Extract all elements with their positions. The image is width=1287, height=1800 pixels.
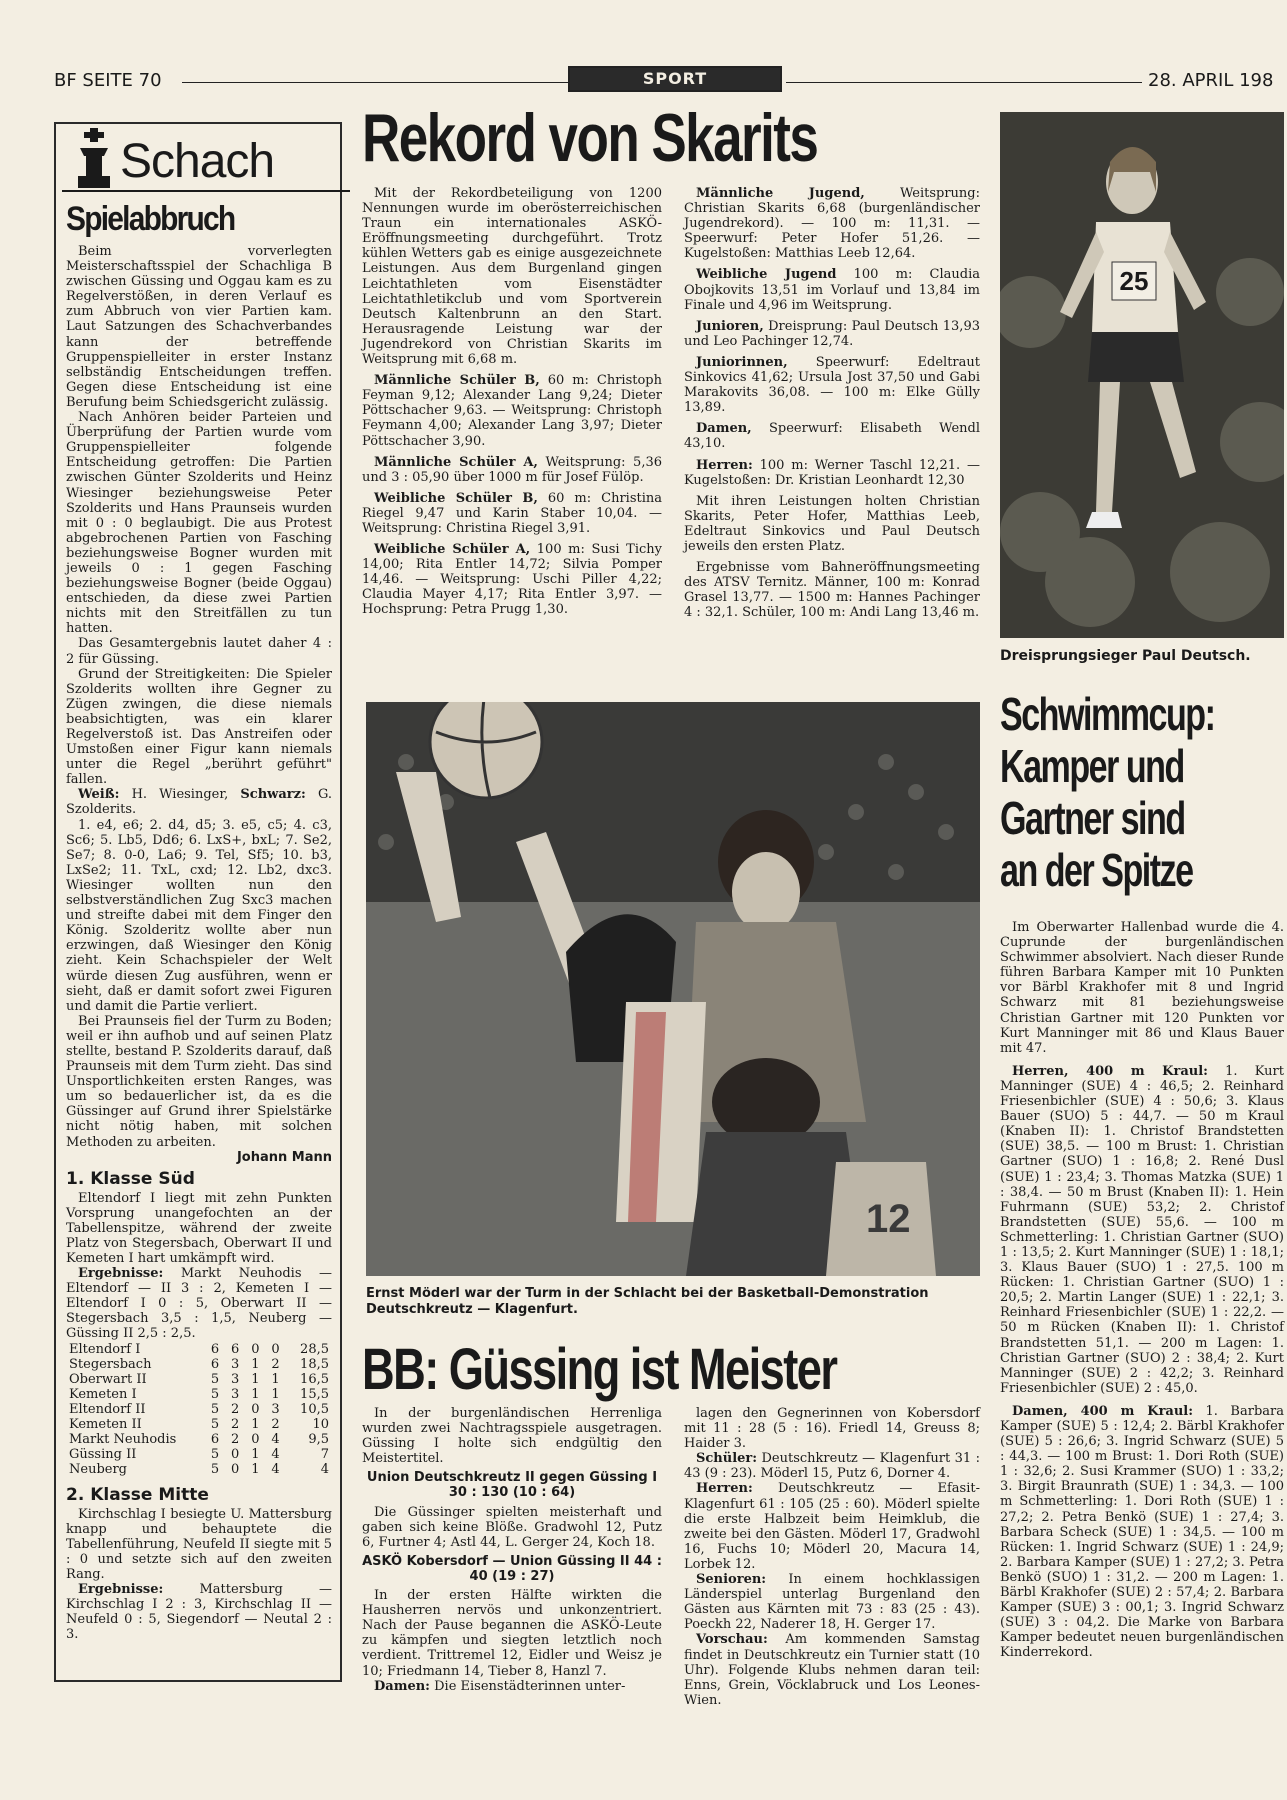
paragraph-text: 1. Barbara Kamper (SUE) 5 : 12,4; 2. Bärbl Krakhofer (SUE) 5 : 26,6; 3. Ingrid Schwarz (SUE) 5 : 44,3. — 100 m Brust: 1. Dori Roth (SUE) 1 : 32,6; 2. Susi Krammer (SUO) 1 : 33,2; 3. Birgit Braunrath (SUE) 1 : 34,3. — 100 m Schmetterling: 1. Dori Roth (SUE) 1 : 27,2; 2. Petra Benkö (SUE) 1 : 27,4; 3. Barbara Scheck (SUE) 1 : 34,5. — 100 m Rücken: 1. Ingrid Schwarz (SUE) 1 : 24,9; 2. Barbara Kamper (SUE) 1 : 27,2; 3. Petra Benkö (SUO) 1 : 31,2. — 200 m Lagen: 1. Bärbl Krakhofer (SUE) 2 : 57,4; 2. Barbara Kamper (SUE) 3 : 00,1; 3. Ingrid Schwarz (SUE) 3 : 04,2. Die Marke von Barbara Kamper bedeutet neuen burgenländischen Kinderrekord. [1000, 1403, 1284, 1661]
logo-underline [62, 190, 350, 192]
bb-col-1 [362, 1406, 662, 1694]
stat-cell: 4 [271, 1446, 280, 1462]
table-row [66, 1372, 332, 1387]
match-heading: ASKÖ Kobersdorf — Union Güssing II 44 : 40 (19 : 27) [362, 1553, 662, 1584]
stat-cell: 1 [271, 1371, 280, 1387]
bb-paragraph [684, 1406, 980, 1451]
lead-label: Senioren: [696, 1572, 767, 1588]
paragraph-text: Deutschkreutz — Klagenfurt 31 : 43 (9 : 23). Möderl 15, Putz 6, Dorner 4. [684, 1451, 980, 1482]
lead-label: Weibliche Schüler A, [374, 542, 531, 558]
paragraph-text: Speerwurf: Elisabeth Wendl 43,10. [684, 421, 980, 452]
bb-paragraph [684, 1572, 980, 1632]
table-row [66, 1417, 332, 1432]
photo-mid-caption: Ernst Möderl war der Turm in der Schlacht bei der Basketball-Demonstration Deutschkreutz — Klagenfurt. [366, 1286, 929, 1317]
stat-cell: 2 [231, 1431, 240, 1447]
rekord-paragraph [684, 560, 980, 620]
paragraph-text: In einem hochklassigen Länderspiel unterlag Burgenland den Gästen aus Kärnten mit 73 : 83 (25 : 43). Poeckh 22, Naderer 18, H. Gerger 17. [684, 1572, 981, 1633]
lead-label: Weibliche Jugend [696, 267, 837, 283]
paragraph-text: Deutschkreutz — Efasit-Klagenfurt 61 : 105 (25 : 60). Möderl spielte die erste Halbzeit beim Heimklub, die zweite bei den Gästen. Möderl 17, Gradwohl 16, Fuchs 10; Möderl 20, Macura 14, Lorbek 12. [684, 1481, 980, 1572]
lead-label: Damen, [696, 421, 752, 437]
stat-cell: 4 [320, 1461, 329, 1477]
stat-cell: 6 [210, 1431, 220, 1447]
paragraph-text: Die Eisenstädterinnen unter- [434, 1678, 626, 1694]
paragraph-text: 100 m: Susi Tichy 14,00; Rita Entler 14,72; Silvia Pomper 14,46. — Weitsprung: Uschi Piller 4,22; Claudia Mayer 4,17; Rita Entler 3,97. — Hochsprung: Petra Prugg 1,30. [362, 542, 662, 618]
stat-cell: 4 [271, 1461, 280, 1477]
photo-paul-deutsch [1000, 112, 1284, 638]
klasse-sued-text: Eltendorf I liegt mit zehn Punkten Vorsprung unangefochten an der Tabellenspitze, während der zweite Platz von Stegersbach, Oberwart II und Kemeten I hart umkämpft wird. [66, 1190, 332, 1266]
rekord-paragraph [362, 491, 662, 536]
stat-cell: 0 [251, 1341, 260, 1357]
stat-cell: 4 [271, 1431, 280, 1447]
results-label: Ergebnisse: [78, 1266, 164, 1282]
lead-label: Schüler: [696, 1451, 758, 1467]
lead-label: Männliche Jugend, [696, 186, 865, 201]
schwimm-paragraph [1000, 1064, 1284, 1396]
bb-col-2 [684, 1406, 980, 1708]
rekord-paragraph [684, 494, 980, 554]
team-name: Neuberg [69, 1461, 127, 1477]
stat-cell: 10 [312, 1416, 329, 1432]
stat-cell: 28,5 [300, 1341, 329, 1357]
paragraph-text: Dreisprung: Paul Deutsch 13,93 und Leo Pachinger 12,74. [684, 318, 980, 349]
section-label-text: SPORT [642, 69, 708, 88]
paragraph-text: Am kommenden Samstag findet in Deutschkreutz ein Turnier statt (10 Uhr). Folgende Klubs nehmen daran teil: Enns, Grein, Vöcklabruck und Los Leones-Wien. [684, 1632, 980, 1708]
table-row [66, 1447, 332, 1462]
stat-cell: 6 [210, 1341, 220, 1357]
schwimm-paragraph [1000, 920, 1284, 1056]
bb-title: BB: Güssing ist Meister [362, 1337, 837, 1402]
schwimm-title-line: Schwimmcup: [1000, 688, 1215, 740]
stat-cell: 15,5 [300, 1386, 329, 1402]
rekord-paragraph [684, 458, 980, 488]
bb-paragraph [684, 1632, 980, 1707]
schwimm-title-line: Kamper und [1000, 740, 1184, 792]
stat-cell: 1 [251, 1416, 260, 1432]
lead-label: Junioren, [696, 318, 764, 334]
paragraph-text: lagen den Gegnerinnen von Kobersdorf mit 11 : 28 (5 : 16). Friedl 14, Greuss 8; Haider 3. [684, 1406, 980, 1452]
stat-cell: 5 [210, 1446, 220, 1462]
rekord-title: Rekord von Skarits [362, 100, 818, 176]
lead-label: Männliche Schüler A, [374, 454, 538, 470]
stat-cell: 0 [251, 1401, 260, 1417]
schwimm-paragraph [1000, 1404, 1284, 1661]
table-row [66, 1432, 332, 1447]
team-name: Kemeten I [69, 1386, 137, 1402]
team-name: Güssing II [69, 1446, 137, 1462]
paragraph-text: 60 m: Christoph Feyman 9,12; Alexander Lang 9,24; Dieter Pöttschacher 9,63. — Weitsprung: Christoph Feymann 4,00; Alexander Lang 3,97; Dieter Pöttschacher 3,90. [362, 373, 662, 449]
stat-cell: 3 [271, 1401, 280, 1417]
lead-label: Vorschau: [696, 1632, 768, 1648]
stat-cell: 2 [271, 1416, 280, 1432]
klasse-mitte-text: Kirchschlag I besiegte U. Mattersburg knapp und behauptete die Tabellenführung, Neufeld II siegte mit 5 : 0 und setzte sich auf den zweiten Rang. [66, 1506, 332, 1582]
page-header [0, 62, 1287, 102]
schach-body [66, 244, 332, 787]
results-text: Markt Neuhodis — Eltendorf — II 3 : 2, Kemeten I — Eltendorf I 0 : 5, Oberwart II — Stegersbach 3,5 : 1,5, Neuberg — Güssing II 2,5 : 2,5. [66, 1266, 333, 1342]
lead-label: Damen, 400 m Kraul: [1012, 1403, 1194, 1419]
paragraph-text: Im Oberwarter Hallenbad wurde die 4. Cuprunde der burgenländischen Schwimmer absolviert. Nach dieser Runde führen Barbara Kamper mit 10 Punkten vor Bärbl Krakhofer mit 8 und Ingrid Schwarz mit 81 beziehungsweise Christian Gartner mit 120 Punkten vor Kurt Manninger mit 86 und Klaus Bauer mit 47. [1000, 920, 1284, 1056]
paragraph-text: Mit ihren Leistungen holten Christian Skarits, Peter Hofer, Matthias Leeb, Edeltraut Sinkovics und Paul Deutsch jeweils den ersten Platz. [684, 493, 980, 554]
paragraph-text: In der burgenländischen Herrenliga wurden zwei Nachtragsspiele ausgetragen. Güssing I holte sich endgültig den Meistertitel. [362, 1406, 662, 1467]
issue-date: 28. APRIL 198 [1148, 70, 1274, 91]
stat-cell: 5 [210, 1386, 220, 1402]
table-row [66, 1342, 332, 1357]
klasse-mitte-results [66, 1582, 332, 1642]
schach-paragraph: Nach Anhören beider Parteien und Überprüfung der Partien wurde vom Gruppenspielleiter folgende Entscheidung getroffen: Die Partien zwischen Günter Szolderits und Heinz Wiesinger beziehungsweise Peter Szolderits und Hans Praunseis wurden mit 0 : 0 beglaubigt. Die aus Protest abgebrochenen Partien von Fasching beziehungsweise Bogner wurden mit jeweils 0 : 1 gegen Fasching beziehungsweise Bogner (beide Oggau) entschieden, da diese zwei Partien nichts mit den Streitfällen zu tun hatten. [66, 410, 332, 637]
stat-cell: 9,5 [308, 1431, 329, 1447]
lead-label: Juniorinnen, [696, 354, 788, 370]
stat-cell: 6 [210, 1356, 220, 1372]
team-name: Eltendorf II [69, 1401, 146, 1417]
stat-cell: 5 [210, 1416, 220, 1432]
rekord-paragraph [362, 455, 662, 485]
stat-cell: 1 [251, 1356, 260, 1372]
lead-label: Herren: [696, 1481, 753, 1497]
paragraph-text: Speerwurf: Edeltraut Sinkovics 41,62; Ursula Jost 37,50 und Gabi Marakovits 36,08. — 100 m: Elke Gülly 13,89. [684, 354, 980, 416]
lead-label: Herren, 400 m Kraul: [1012, 1063, 1208, 1079]
paragraph-text: Die Güssinger spielten meisterhaft und gaben sich keine Blöße. Gradwohl 12, Putz 6, Furtner 4; Astl 44, L. Gerger 24, Koch 18. [362, 1504, 662, 1550]
table-row [66, 1357, 332, 1372]
stat-cell: 5 [210, 1371, 220, 1387]
table-row [66, 1462, 332, 1477]
match-heading: Union Deutschkreutz II gegen Güssing I 30 : 130 (10 : 64) [366, 1470, 658, 1501]
bb-paragraph [684, 1481, 980, 1572]
paragraph-text: 60 m: Christina Riegel 9,47 und Karin Staber 10,04. — Weitsprung: Christina Riegel 3,91. [362, 490, 663, 536]
stat-cell: 16,5 [300, 1371, 329, 1387]
schach-title: Spielabbruch [66, 200, 235, 238]
team-name: Eltendorf I [69, 1341, 141, 1357]
stat-cell: 2 [231, 1416, 240, 1432]
schach-final-paragraph: Bei Praunseis fiel der Turm zu Boden; weil er ihn aufhob und auf seinen Platz stellte, bestand P. Szolderits darauf, daß Praunseis mit dem Turm zieht. Das sind Unsportlichkeiten ersten Ranges, was um so bedauerlicher ist, da es die Güssinger auf Grund ihrer Spielstärke nicht nötig haben, mit solchen Methoden zu arbeiten. [66, 1013, 332, 1150]
bib-number: 25 [1119, 266, 1149, 296]
stat-cell: 5 [210, 1461, 220, 1477]
stat-cell: 0 [231, 1461, 240, 1477]
stat-cell: 5 [210, 1401, 220, 1417]
stat-cell: 3 [231, 1356, 240, 1372]
lead-label: Männliche Schüler B, [374, 373, 540, 389]
schwimm-title [1000, 688, 1284, 896]
bb-paragraph [362, 1505, 662, 1550]
schach-paragraph: Das Gesamtergebnis lautet daher 4 : 2 für Güssing. [66, 636, 332, 667]
stat-cell: 1 [251, 1461, 260, 1477]
paragraph-text: 100 m: Werner Taschl 12,21. — Kugelstoßen: Dr. Kristian Leonhardt 12,30 [684, 457, 980, 488]
stat-cell: 10,5 [300, 1401, 329, 1417]
stat-cell: 6 [231, 1341, 240, 1357]
stat-cell: 0 [251, 1431, 260, 1447]
header-rule-right [786, 82, 1142, 83]
stat-cell: 1 [251, 1386, 260, 1402]
header-rule-left [182, 82, 568, 83]
paragraph-text: Weitsprung: 5,36 und 3 : 05,90 über 1000 m für Josef Fülöp. [362, 454, 662, 485]
paragraph-text: Ergebnisse vom Bahneröffnungsmeeting des ATSV Ternitz. Männer, 100 m: Konrad Grasel 13,77. — 1500 m: Hannes Pachinger 4 : 32,1. Schüler, 100 m: Andi Lang 13,46 m. [684, 560, 980, 621]
schach-paragraph: Beim vorverlegten Meisterschaftsspiel der Schachliga B zwischen Güssing und Oggau kam es zu Regelverstößen, in deren Verlauf es zum Abbruch von vier Partien kam. Laut Satzungen des Schachverbandes kann der betreffende Gruppenspielleiter in erster Instanz selbständig Entscheidungen treffen. Gegen diese Entscheidung ist eine Berufung beim Schiedsgericht zulässig. [66, 244, 332, 410]
paragraph-text: Weitsprung: Christian Skarits 6,68 (burgenländischer Jugendrekord). — 100 m: 11,31. — Speerwurf: Peter Hofer 51,26. — Kugelstoßen: Matthias Leeb 12,64. [684, 186, 980, 262]
bb-paragraph [362, 1679, 662, 1694]
stat-cell: 2 [231, 1401, 240, 1417]
athlete-silhouette-icon [1000, 112, 1284, 638]
rekord-col-2 [684, 186, 980, 620]
rekord-paragraph [362, 186, 662, 367]
schwimm-title-line: an der Spitze [1000, 844, 1193, 896]
rekord-paragraph [684, 267, 980, 312]
schach-game-header [66, 787, 332, 817]
klasse-sued-title: 1. Klasse Süd [66, 1168, 195, 1189]
stat-cell: 3 [231, 1371, 240, 1387]
team-name: Kemeten II [69, 1416, 142, 1432]
rekord-paragraph [362, 373, 662, 448]
white-player: H. Wiesinger, [131, 787, 229, 803]
rekord-paragraph [684, 355, 980, 415]
stat-cell: 0 [231, 1446, 240, 1462]
results-label: Ergebnisse: [78, 1582, 164, 1598]
photo-basketball [366, 702, 980, 1276]
schach-author: Johann Mann [236, 1149, 332, 1165]
schach-moves: 1. e4, e6; 2. d4, d5; 3. e5, c5; 4. c3, Sc6; 5. Lb5, Dd6; 6. LxS+, bxL; 7. Se2, Se7; 8. 0-0, La6; 9. Tel, Sf5; 10. b3, LxSe2; 11. TxL, cxd; 12. Lb2, dxc3. Wiesinger wollten nun den selbstverständlichen Zug Sxc3 machen und streifte dabei mit dem Finger den König. Szolderitz wollte aber nun erzwingen, daß Wiesinger den König zieht. Kein Schachspieler der Welt würde diesen Zug ausführen, wenn er sieht, daß er damit sofort zwei Figuren und damit die Partie verliert. [66, 817, 332, 1014]
schach-logo-word: Schach [120, 135, 275, 188]
paragraph-text: In der ersten Hälfte wirkten die Hausherren nervös und unkonzentriert. Nach der Pause begannen die ASKÖ-Leute zu kämpfen und siegten letztlich noch verdient. Trittremel 12, Eidler und Weisz je 10; Friedmann 14, Tieber 8, Hanzl 7. [362, 1588, 662, 1679]
schwimm-body [1000, 920, 1284, 1661]
bb-paragraph [362, 1406, 662, 1466]
rekord-col-1 [362, 186, 662, 618]
paragraph-text: Mit der Rekordbeteiligung von 1200 Nennungen wurde im oberösterreichischen Traun ein internationales ASKÖ-Eröffnungsmeeting durchgeführt. Trotz kühlen Wetters gab es einige ausgezeichnete Leistungen. Aus dem Burgenland gingen Leichtathleten vom Eisenstädter Leichtathletikclub und vom Sportverein Deutsch Kaltenbrunn an den Start. Herausragende Leistung war der Jugendrekord von Christian Skarits im Weitsprung mit 6,68 m. [362, 186, 662, 368]
bb-paragraph [684, 1451, 980, 1481]
lead-label: Damen: [374, 1678, 430, 1694]
jersey-number: 12 [866, 1197, 911, 1241]
black-player: G. Szolderits. [66, 787, 332, 818]
white-label: Weiß: [78, 787, 120, 803]
bb-paragraph [362, 1588, 662, 1679]
rekord-paragraph [684, 186, 980, 261]
paragraph-text: 1. Kurt Manninger (SUE) 4 : 46,5; 2. Reinhard Friesenbichler (SUE) 4 : 50,6; 3. Klaus Bauer (SUO) 5 : 44,7. — 50 m Kraul (Knaben II): 1. Christof Brandstetten (SUE) 38,5. — 100 m Brust: 1. Christian Gartner (SUO) 1 : 16,8; 2. René Dusl (SUE) 1 : 23,4; 3. Thomas Matzka (SUE) 1 : 38,4. — 50 m Brust (Knaben II): 1. Hein Fuhrmann (SUE) 53,2; 2. Christof Brandstetten (SUE) 55,6. — 100 m Schmetterling: 1. Christian Gartner (SUO) 1 : 13,5; 2. Kurt Manninger (SUE) 1 : 18,1; 3. Klaus Bauer (SUO) 1 : 27,5. 100 m Rücken: 1. Christian Gartner (SUO) 1 : 20,5; 2. Martin Langer (SUE) 1 : 22,1; 3. Reinhard Friesenbichler (SUE) 1 : 22,2. — 50 m Rücken (Knaben II): 1. Christof Brandstetten 51,1. — 200 m Lagen: 1. Christian Gartner (SUO) 2 : 38,4; 2. Kurt Manninger (SUE) 2 : 42,2; 3. Reinhard Friesenbichler (SUE) 2 : 45,0. [1000, 1063, 1284, 1396]
stat-cell: 18,5 [300, 1356, 329, 1372]
stat-cell: 1 [251, 1446, 260, 1462]
section-label [568, 66, 782, 92]
lead-label: Herren: [696, 457, 753, 473]
chess-king-icon [70, 126, 118, 190]
standings-table [66, 1342, 332, 1477]
schwimm-title-line: Gartner sind [1000, 792, 1185, 844]
stat-cell: 1 [251, 1371, 260, 1387]
results-text: Mattersburg — Kirchschlag I 2 : 3, Kirchschlag II — Neufeld 0 : 5, Siegendorf — Neutal 2 : 3. [66, 1582, 332, 1643]
stat-cell: 7 [320, 1446, 329, 1462]
team-name: Oberwart II [69, 1371, 147, 1387]
team-name: Stegersbach [69, 1356, 152, 1372]
photo-top-caption: Dreisprungsieger Paul Deutsch. [1000, 648, 1251, 664]
klasse-mitte-title: 2. Klasse Mitte [66, 1484, 209, 1505]
table-row [66, 1402, 332, 1417]
stat-cell: 0 [271, 1341, 280, 1357]
table-row [66, 1387, 332, 1402]
lead-label: Weibliche Schüler B, [374, 490, 538, 506]
stat-cell: 3 [231, 1386, 240, 1402]
page-number: BF SEITE 70 [54, 70, 162, 91]
paragraph-text: 100 m: Claudia Obojkovits 13,51 im Vorlauf und 13,84 im Finale und 4,96 im Weitsprung. [684, 267, 980, 313]
klasse-sued-results [66, 1266, 332, 1341]
stat-cell: 2 [271, 1356, 280, 1372]
stat-cell: 1 [271, 1386, 280, 1402]
basketball-scene-icon [366, 702, 980, 1276]
rekord-paragraph [684, 421, 980, 451]
schach-article [66, 200, 332, 1642]
team-name: Markt Neuhodis [69, 1431, 177, 1447]
schach-logo [56, 124, 346, 194]
schach-paragraph: Grund der Streitigkeiten: Die Spieler Szolderits wollten ihre Gegner zu Zügen zwingen, die diese niemals beabsichtigten, was ein klarer Regelverstoß ist. Das Anstreifen oder Umstoßen einer Figur kann niemals unter die Regel „berührt geführt" fallen. [66, 666, 332, 788]
black-label: Schwarz: [240, 787, 306, 803]
rekord-paragraph [362, 542, 662, 617]
rekord-paragraph [684, 319, 980, 349]
